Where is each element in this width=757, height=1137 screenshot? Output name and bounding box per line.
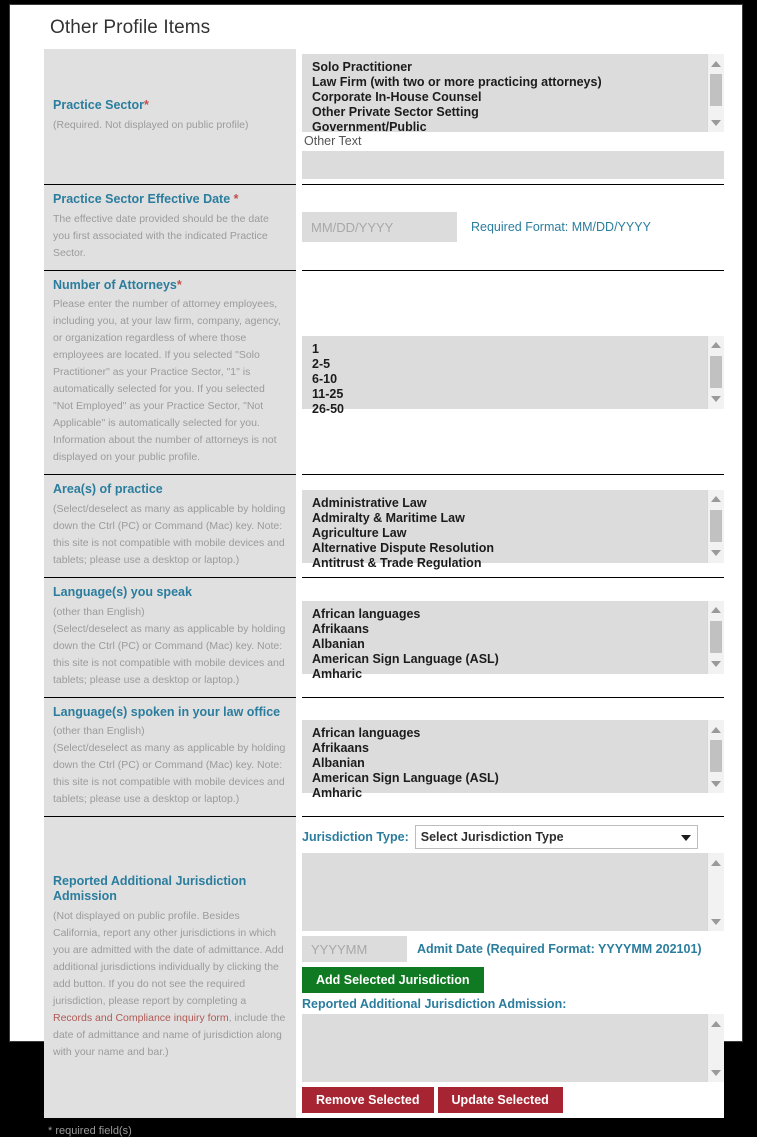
scrollbar-thumb[interactable] (710, 740, 722, 772)
jurisdiction-actions (302, 1087, 724, 1113)
list-item[interactable]: Other Private Sector Setting (312, 105, 479, 119)
languages-you-speak-listbox[interactable] (302, 601, 724, 681)
add-selected-jurisdiction-button[interactable]: Add Selected Jurisdiction (302, 967, 484, 993)
field-cell-effective-date (299, 185, 724, 271)
scroll-down-icon[interactable] (708, 392, 724, 407)
field-cell-languages-you-speak (299, 577, 724, 697)
number-of-attorneys-label: Number of Attorneys* (53, 277, 182, 292)
field-cell-number-of-attorneys (299, 270, 724, 475)
listbox-scrollbar[interactable] (707, 601, 724, 674)
list-item[interactable]: Amharic (312, 786, 363, 801)
required-asterisk: * (144, 98, 149, 113)
row-areas-of-practice (44, 475, 724, 578)
scroll-up-icon[interactable] (708, 492, 724, 507)
list-item[interactable]: 2-5 (312, 356, 331, 371)
scroll-down-icon[interactable] (708, 657, 724, 672)
reported-jurisdiction-label: Reported Additional Jurisdiction Admission: (302, 997, 567, 1012)
languages-you-speak-help-1: (other than English) (53, 605, 145, 618)
list-item[interactable]: Antitrust & Trade Regulation (312, 555, 482, 570)
jurisdiction-type-label: Jurisdiction Type: (302, 830, 409, 845)
field-cell-jurisdiction (299, 817, 724, 1119)
row-number-of-attorneys (44, 270, 724, 475)
remove-selected-button[interactable]: Remove Selected (302, 1087, 434, 1113)
records-compliance-link[interactable]: Records and Compliance inquiry form (53, 1011, 229, 1024)
required-asterisk: * (233, 192, 239, 206)
other-profile-items-form (44, 49, 724, 1118)
effective-date-help: The effective date provided should be the date you first associated with the indicated Practice Sector. (53, 212, 269, 259)
list-item[interactable]: Government/Public (312, 120, 427, 134)
list-item[interactable]: American Sign Language (ASL) (312, 771, 499, 786)
list-item[interactable]: 11-25 (312, 386, 344, 401)
scrollbar-thumb[interactable] (710, 621, 722, 653)
label-cell-practice-sector (44, 49, 299, 185)
jurisdiction-label: Reported Additional Jurisdiction Admission (53, 873, 247, 904)
page-title: Other Profile Items (50, 17, 211, 38)
list-item[interactable]: 6-10 (312, 371, 338, 386)
listbox-scrollbar[interactable] (707, 336, 724, 409)
list-item[interactable]: Albanian (312, 636, 365, 651)
list-item[interactable]: 26-50 (312, 401, 344, 416)
scroll-up-icon[interactable] (708, 1016, 724, 1031)
list-item[interactable]: Agriculture Law (312, 525, 407, 540)
jurisdiction-type-select[interactable] (415, 825, 698, 849)
list-item[interactable]: Albanian (312, 756, 365, 771)
field-cell-languages-law-office (299, 697, 724, 817)
scroll-down-icon[interactable] (708, 115, 724, 130)
label-cell-languages-law-office (44, 697, 299, 817)
areas-of-practice-listbox[interactable] (302, 490, 724, 570)
practice-sector-listbox[interactable] (302, 54, 724, 132)
areas-of-practice-label: Area(s) of practice (53, 482, 163, 497)
scroll-up-icon[interactable] (708, 603, 724, 618)
scroll-down-icon[interactable] (708, 1065, 724, 1080)
card-inner (10, 5, 742, 1137)
list-item[interactable]: Law Firm (with two or more practicing attorneys) (312, 75, 602, 89)
jurisdiction-type-row (302, 825, 724, 849)
languages-law-office-listbox[interactable] (302, 720, 724, 801)
scrollbar-thumb[interactable] (710, 74, 722, 106)
areas-of-practice-help: (Select/deselect as many as applicable by holding down the Ctrl (PC) or Command (Mac) key. Note: this site is not compatible with mobile devices and tablets; please use a desktop or laptop.) (53, 502, 286, 566)
label-cell-effective-date (44, 185, 299, 271)
profile-card (9, 4, 743, 1137)
jurisdiction-help-part2: , include the date of admittance and name of jurisdiction along with your name and bar.) (53, 1011, 286, 1058)
admit-date-input[interactable] (302, 936, 407, 962)
list-item[interactable]: Afrikaans (312, 621, 369, 636)
practice-sector-help: (Required. Not displayed on public profile) (53, 118, 249, 131)
field-cell-practice-sector (299, 49, 724, 185)
list-item[interactable]: Admiralty & Maritime Law (312, 510, 465, 525)
scroll-down-icon[interactable] (708, 914, 724, 929)
list-item[interactable]: African languages (312, 726, 421, 741)
scroll-down-icon[interactable] (708, 776, 724, 791)
list-item[interactable]: Corporate In-House Counsel (312, 90, 482, 104)
languages-law-office-label: Language(s) spoken in your law office (53, 704, 281, 719)
listbox-scrollbar[interactable] (707, 720, 724, 793)
admit-date-row (302, 936, 724, 962)
row-jurisdiction (44, 817, 724, 1119)
practice-sector-label: Practice Sector* (53, 98, 149, 113)
scrollbar-thumb[interactable] (710, 510, 722, 542)
scroll-up-icon[interactable] (708, 56, 724, 71)
scroll-up-icon[interactable] (708, 722, 724, 737)
reported-jurisdiction-listbox[interactable] (302, 1014, 724, 1082)
row-effective-date (44, 185, 724, 271)
jurisdiction-help-part1: (Not displayed on public profile. Besides California, report any other jurisdictions in which you are admitted with the date of admittance. Add additional jurisdictions individually by clicking the add button. If you do not see the required jurisdiction, please report by completing a (53, 909, 284, 1007)
scroll-up-icon[interactable] (708, 338, 724, 353)
admit-date-hint: Admit Date (Required Format: YYYYMM 202101) (417, 942, 702, 957)
jurisdiction-type-selected-value[interactable]: Select Jurisdiction Type (415, 825, 698, 849)
row-practice-sector (44, 49, 724, 185)
languages-law-office-help-2: (Select/deselect as many as applicable by holding down the Ctrl (PC) or Command (Mac) key. Note: this site is not compatible with mobile devices and tablets; please use a desktop or laptop.) (53, 742, 286, 806)
jurisdiction-help (53, 908, 287, 1061)
chevron-down-icon (681, 835, 691, 841)
list-item[interactable]: African languages (312, 606, 421, 621)
label-cell-jurisdiction (44, 817, 299, 1119)
languages-you-speak-label: Language(s) you speak (53, 584, 192, 599)
other-text-label: Other Text (304, 134, 362, 148)
label-cell-languages-you-speak (44, 577, 299, 697)
list-item[interactable]: Administrative Law (312, 495, 427, 510)
effective-date-format-hint: Required Format: MM/DD/YYYY (471, 220, 651, 235)
required-asterisk: * (176, 277, 182, 292)
list-item[interactable]: American Sign Language (ASL) (312, 651, 499, 666)
list-item[interactable]: Alternative Dispute Resolution (312, 540, 494, 555)
list-item[interactable]: Afrikaans (312, 741, 369, 756)
scrollbar-thumb[interactable] (710, 356, 722, 388)
effective-date-input[interactable] (302, 212, 457, 242)
other-text-input[interactable] (302, 151, 724, 179)
listbox-scrollbar[interactable] (707, 54, 724, 132)
jurisdiction-listbox[interactable] (302, 853, 724, 931)
list-item[interactable]: 1 (312, 341, 319, 356)
required-fields-footnote: * required field(s) (48, 1125, 132, 1137)
effective-date-label: Practice Sector Effective Date * (53, 192, 239, 206)
listbox-scrollbar[interactable] (707, 490, 724, 563)
listbox-scrollbar[interactable] (707, 1014, 724, 1082)
label-cell-number-of-attorneys (44, 270, 299, 475)
row-languages-you-speak (44, 577, 724, 697)
languages-you-speak-help-2: (Select/deselect as many as applicable by holding down the Ctrl (PC) or Command (Mac) key. Note: this site is not compatible with mobile devices and tablets; please use a desktop or laptop.) (53, 622, 286, 686)
label-cell-areas-of-practice (44, 475, 299, 578)
languages-law-office-help-1: (other than English) (53, 725, 145, 738)
scroll-up-icon[interactable] (708, 855, 724, 870)
number-of-attorneys-listbox[interactable] (302, 336, 724, 416)
field-cell-areas-of-practice (299, 475, 724, 578)
row-languages-law-office (44, 697, 724, 817)
number-of-attorneys-help: Please enter the number of attorney employees, including you, at your law firm, company, agency, or organization regardless of where those employees are located. If you selected "Solo Practitioner" as your Practice Sector, "1" is automatically selected for you. If you selected "Not Employed" as your Practice Sector, "Not Applicable" is automatically selected for you. Information about the number of attorneys is not displayed on your public profile. (53, 298, 281, 464)
list-item[interactable]: Amharic (312, 666, 363, 681)
update-selected-button[interactable]: Update Selected (438, 1087, 563, 1113)
listbox-scrollbar[interactable] (707, 853, 724, 931)
scroll-down-icon[interactable] (708, 546, 724, 561)
list-item[interactable]: Solo Practitioner (312, 60, 413, 74)
